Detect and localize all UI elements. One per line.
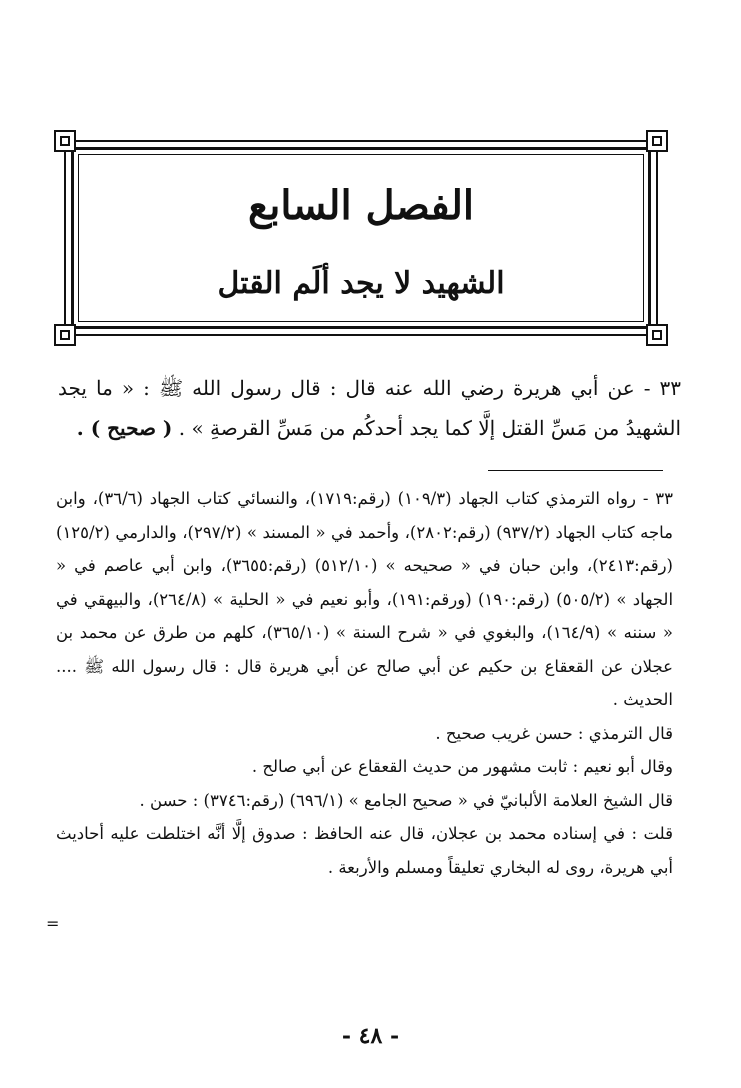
section-title: الشهيد لا يجد ألَم القتل [217,266,505,301]
takhrij-note: ٣٣ - رواه الترمذي كتاب الجهاد (١٠٩/٣) (رقم:١٧١٩)، والنسائي كتاب الجهاد (٣٦/٦)، وابن ماجه كتاب الجهاد (٩٣٧/٢) (رقم:٢٨٠٢)، وأحمد في « المسند » (٢٩٧/٢)، والدارمي (١٢٥/٢) (رقم:٢٤١٣)، وابن حبان في « صحيحه » (٥١٢/١٠) (رقم:٣٦٥٥)، وابن أبي عاصم في « الجهاد » (٥٠٥/٢) (رقم:١٩٠) (ورقم:١٩١)، وأبو نعيم في « الحلية » (٢٦٤/٨)، والبيهقي في « سننه » (١٦٤/٩)، والبغوي في « شرح السنة » (٣٦٥/١٠)، كلهم من طرق عن محمد بن عجلان عن القعقاع بن حكيم عن أبي صالح عن أبي هريرة قال : قال رسول الله ﷺ .... الحديث . [56,489,674,709]
corner-ornament-top-right [646,130,668,152]
corner-ornament-top-left [54,130,76,152]
hadith-body: ٣٣ - عن أبي هريرة رضي الله عنه قال : قال رسول الله ﷺ : « ما يجد الشهيدُ من مَسِّ القتل إلَّا كما يجد أحدكُم من مَسِّ القرصةِ » . [58,376,681,440]
footnote-divider [488,470,663,471]
corner-ornament-bottom-left [54,324,76,346]
chapter-title: الفصل السابع [247,182,475,229]
continuation-mark: = [46,914,60,933]
hadith-grade: ( صحيح ) . [76,416,173,440]
abu-nuaim-note: وقال أبو نعيم : ثابت مشهور من حديث القعقاع عن أبي صالح . [251,757,673,776]
chapter-header-frame [52,128,670,348]
corner-ornament-bottom-right [646,324,668,346]
albani-note: قال الشيخ العلامة الألبانيّ في « صحيح الجامع » (٦٩٦/١) (رقم:٣٧٤٦) : حسن . [139,790,673,810]
tirmidhi-note: قال الترمذي : حسن غريب صحيح . [435,723,673,743]
footnotes [56,482,673,884]
author-comment-note: قلت : في إسناده محمد بن عجلان، قال عنه الحافظ : صدوق إلَّا أنَّه اختلطت عليه أحاديث أبي هريرة، روى له البخاري تعليقاً ومسلم والأربعة . [56,824,673,877]
hadith-text [58,368,681,448]
page-number: - ٤٨ - [341,1023,400,1049]
